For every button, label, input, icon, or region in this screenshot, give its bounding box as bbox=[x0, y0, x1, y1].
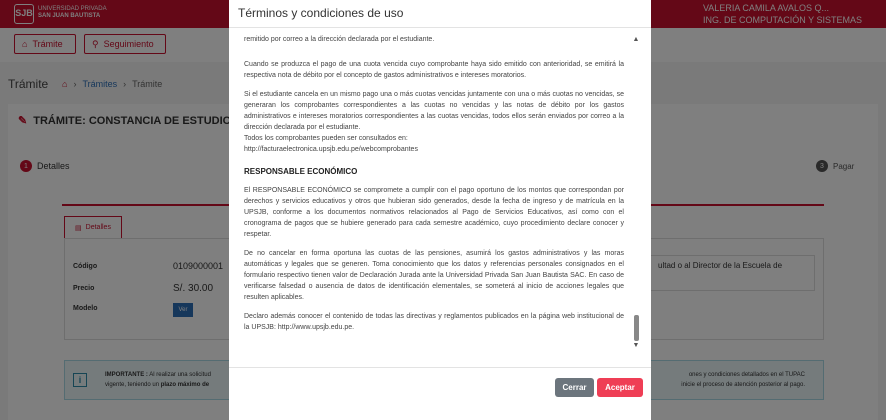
modal-header bbox=[229, 0, 651, 28]
terms-paragraph: Cuando se produzca el pago de una cuota vencida cuyo comprobante haya sido emitido con anterioridad, se emitirá la respectiva nota de débito por el concepto de gastos administrativos e intereses moratorios. bbox=[244, 61, 624, 79]
terms-modal bbox=[229, 0, 651, 420]
terms-paragraph: De no cancelar en forma oportuna las cuotas de las pensiones, asumirá los gastos administrativos y las moras automáticas y legales que se generen. Toma conocimiento que los datos y referencias personales consignados en el formulario respectivo tienen valor de Declaración Jurada ante la Universidad Privada San Juan Bautista SAC. En caso de verificarse falsedad o ausencia de datos de identificación elementales, se someterá al inicio de acciones legales que resulten aplicables. bbox=[244, 250, 624, 301]
section-heading: RESPONSABLE ECONÓMICO bbox=[244, 167, 358, 176]
modal-footer bbox=[229, 367, 651, 420]
terms-paragraph: Todos los comprobantes pueden ser consultados en: bbox=[244, 135, 408, 142]
modal-title: Términos y condiciones de uso bbox=[238, 6, 404, 20]
close-button[interactable]: Cerrar bbox=[555, 378, 594, 397]
terms-paragraph: Si el estudiante cancela en un mismo pago una o más cuotas vencidas juntamente con una o más cuotas no vencidas, se generaran los comprobantes correspondientes a las cuotas no vencidas y las notas de débito por los gastos administrativos e intereses moratorios correspondientes a las cuotas vencidas, todos ellos serán enviados por correo a la dirección declarada por el estudiante. bbox=[244, 91, 624, 131]
accept-button[interactable]: Aceptar bbox=[597, 378, 643, 397]
modal-body[interactable] bbox=[229, 28, 651, 361]
terms-text bbox=[244, 34, 624, 341]
terms-paragraph: Declaro además conocer el contenido de todas las directivas y reglamentos publicados en la página web institucional de la UPSJB: http://www.upsjb.edu.pe. bbox=[244, 313, 624, 331]
scroll-up-arrow-icon[interactable]: ▲ bbox=[632, 36, 640, 43]
terms-paragraph: El RESPONSABLE ECONÓMICO se compromete a cumplir con el pago oportuno de los montos que correspondan por derechos y servicios educativos y otros que hubieran sido generados, desde la fecha de ingreso y de matrícula en la UPSJB, conforme a los documentos normativos relacionados al Pago de Servicios Educativos, así como con el cronograma de pagos que se hubiere generado para cada semestre académico, cuyo procedimiento declare conocer y respetar. bbox=[244, 187, 624, 238]
modal-scrollbar[interactable] bbox=[631, 36, 641, 358]
terms-paragraph: remitido por correo a la dirección declarada por el estudiante. bbox=[244, 36, 435, 43]
comprobantes-link[interactable]: http://facturaelectronica.upsjb.edu.pe/webcomprobantes bbox=[244, 146, 418, 153]
scroll-down-arrow-icon[interactable]: ▼ bbox=[632, 342, 640, 349]
scroll-thumb[interactable] bbox=[634, 315, 639, 341]
